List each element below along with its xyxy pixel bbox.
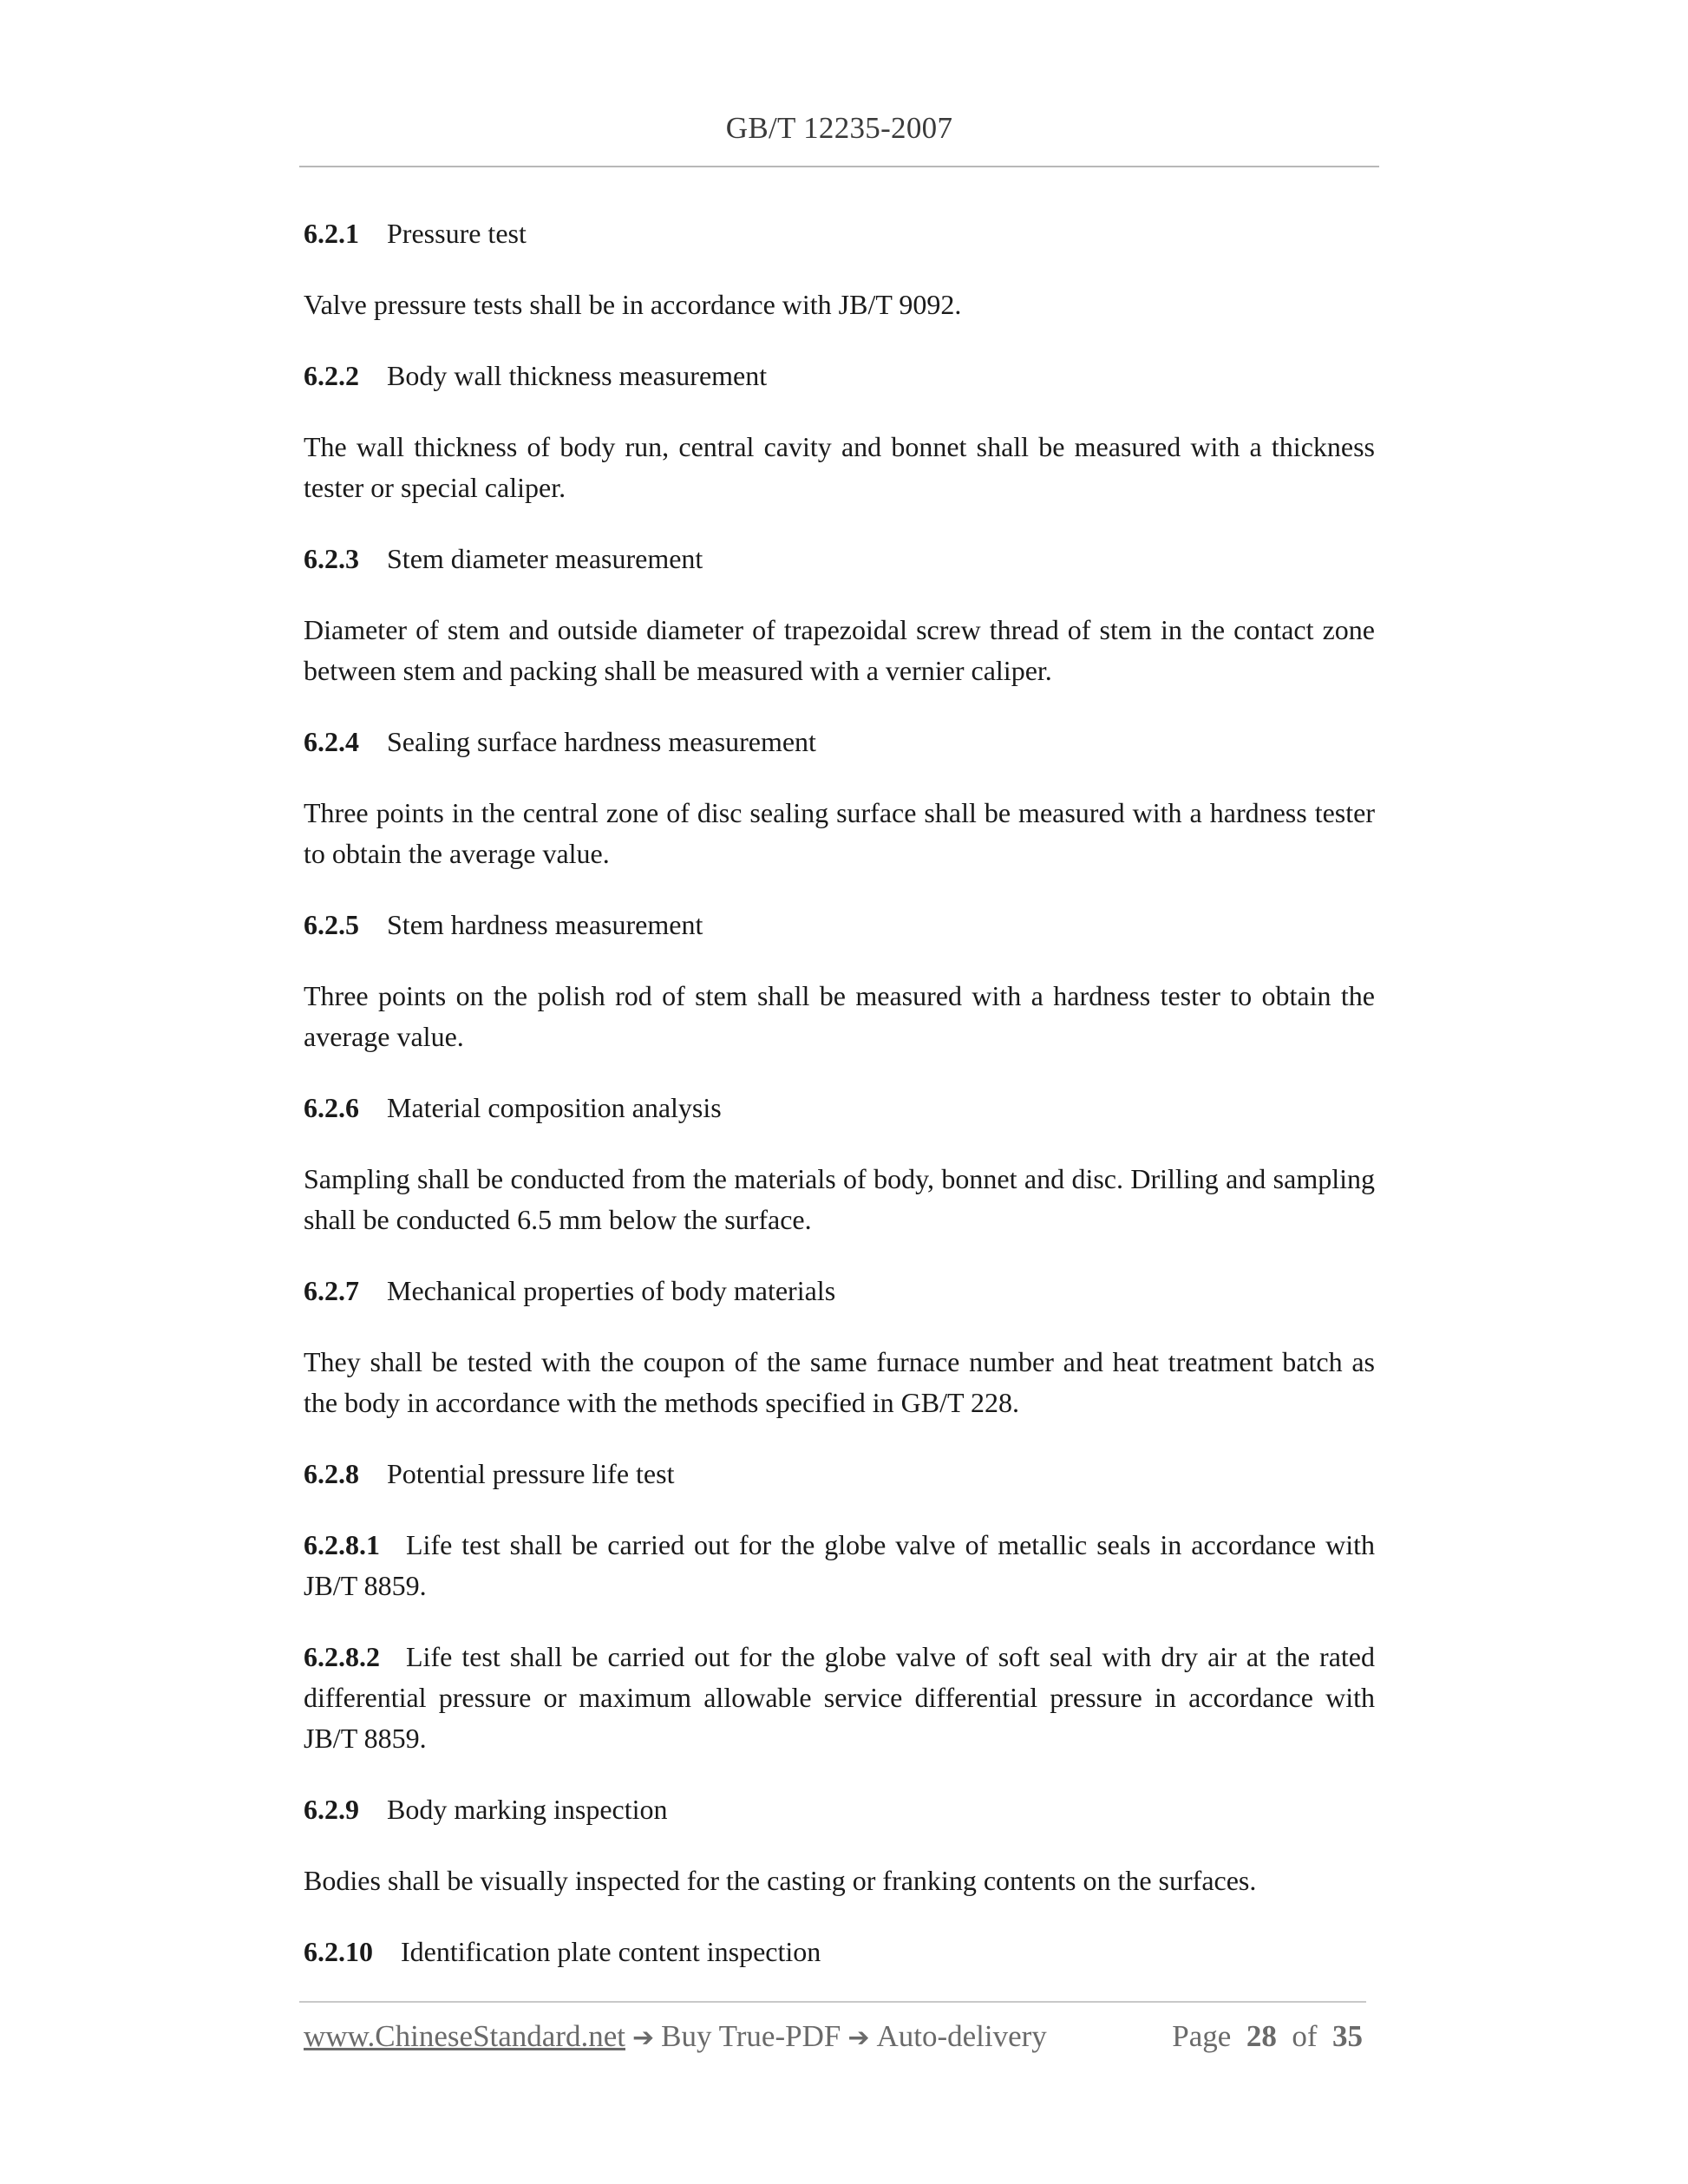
section-heading: [304, 905, 1375, 945]
section-paragraph: Three points in the central zone of disc sealing surface shall be measured with a hardness tester to obtain the average value.: [304, 797, 1375, 869]
document-body: [304, 213, 1375, 2003]
arrow-right-icon: ➔: [847, 2023, 870, 2053]
section-number: 6.2.4: [304, 726, 359, 757]
section-paragraph: Valve pressure tests shall be in accordance with JB/T 9092.: [304, 289, 962, 320]
section-heading: [304, 213, 1375, 254]
section-heading: [304, 1789, 1375, 1830]
section-heading: [304, 722, 1375, 762]
section-title: Stem diameter measurement: [387, 543, 703, 574]
section-title: Material composition analysis: [387, 1092, 722, 1123]
section-heading: [304, 1454, 1375, 1494]
section-number: 6.2.10: [304, 1936, 373, 1967]
section-number: 6.2.8: [304, 1458, 359, 1489]
section-heading: [304, 356, 1375, 396]
page-number: [1172, 2019, 1363, 2054]
page-total: 35: [1332, 2019, 1363, 2053]
subsection-text: Life test shall be carried out for the globe valve of metallic seals in accordance with JB/T 8859.: [304, 1529, 1375, 1601]
subsection-paragraph: [304, 1525, 1375, 1606]
section-paragraph: They shall be tested with the coupon of the same furnace number and heat treatment batch as the body in accordance with the methods specified in GB/T 228.: [304, 1346, 1375, 1418]
subsection-text: Life test shall be carried out for the globe valve of soft seal with dry air at the rated differential pressure or maximum allowable service differential pressure in accordance with JB/T 8859.: [304, 1641, 1375, 1754]
section-title: Potential pressure life test: [387, 1458, 675, 1489]
footer-divider: [299, 2001, 1366, 2003]
buy-true-pdf-text: Buy True-PDF: [661, 2019, 841, 2053]
section-heading: [304, 1932, 1375, 1972]
section-number: 6.2.7: [304, 1275, 359, 1306]
section-paragraph: The wall thickness of body run, central cavity and bonnet shall be measured with a thickness tester or special caliper.: [304, 431, 1375, 503]
section-number: 6.2.2: [304, 360, 359, 391]
section-paragraph: Three points on the polish rod of stem shall be measured with a hardness tester to obtain the average value.: [304, 980, 1375, 1052]
arrow-right-icon: ➔: [632, 2023, 655, 2053]
section-heading: [304, 1088, 1375, 1128]
header-divider: [299, 166, 1379, 167]
section-number: 6.2.5: [304, 909, 359, 940]
website-link[interactable]: www.ChineseStandard.net: [304, 2019, 625, 2053]
section-number: 6.2.6: [304, 1092, 359, 1123]
section-number: 6.2.9: [304, 1794, 359, 1825]
section-paragraph: Sampling shall be conducted from the materials of body, bonnet and disc. Drilling and sampling shall be conducted 6.5 mm below the surface.: [304, 1163, 1375, 1235]
auto-delivery-text: Auto-delivery: [876, 2019, 1047, 2053]
page-of: of: [1292, 2019, 1318, 2053]
section-heading: [304, 1271, 1375, 1311]
subsection-number: 6.2.8.1: [304, 1529, 380, 1560]
section-title: Mechanical properties of body materials: [387, 1275, 836, 1306]
section-title: Identification plate content inspection: [401, 1936, 821, 1967]
section-title: Sealing surface hardness measurement: [387, 726, 816, 757]
page-footer: [304, 2019, 1375, 2054]
section-title: Stem hardness measurement: [387, 909, 703, 940]
section-number: 6.2.3: [304, 543, 359, 574]
subsection-paragraph: [304, 1637, 1375, 1759]
document-header-title: GB/T 12235-2007: [725, 111, 953, 145]
section-number: 6.2.1: [304, 218, 359, 249]
page-current: 28: [1246, 2019, 1277, 2053]
page-label: Page: [1172, 2019, 1232, 2053]
section-heading: [304, 539, 1375, 579]
section-title: Pressure test: [387, 218, 527, 249]
section-title: Body wall thickness measurement: [387, 360, 768, 391]
section-paragraph: Diameter of stem and outside diameter of trapezoidal screw thread of stem in the contact zone between stem and packing shall be measured with a vernier caliper.: [304, 614, 1375, 686]
section-title: Body marking inspection: [387, 1794, 668, 1825]
subsection-number: 6.2.8.2: [304, 1641, 380, 1672]
section-paragraph: Bodies shall be visually inspected for the casting or franking contents on the surfaces.: [304, 1865, 1257, 1896]
